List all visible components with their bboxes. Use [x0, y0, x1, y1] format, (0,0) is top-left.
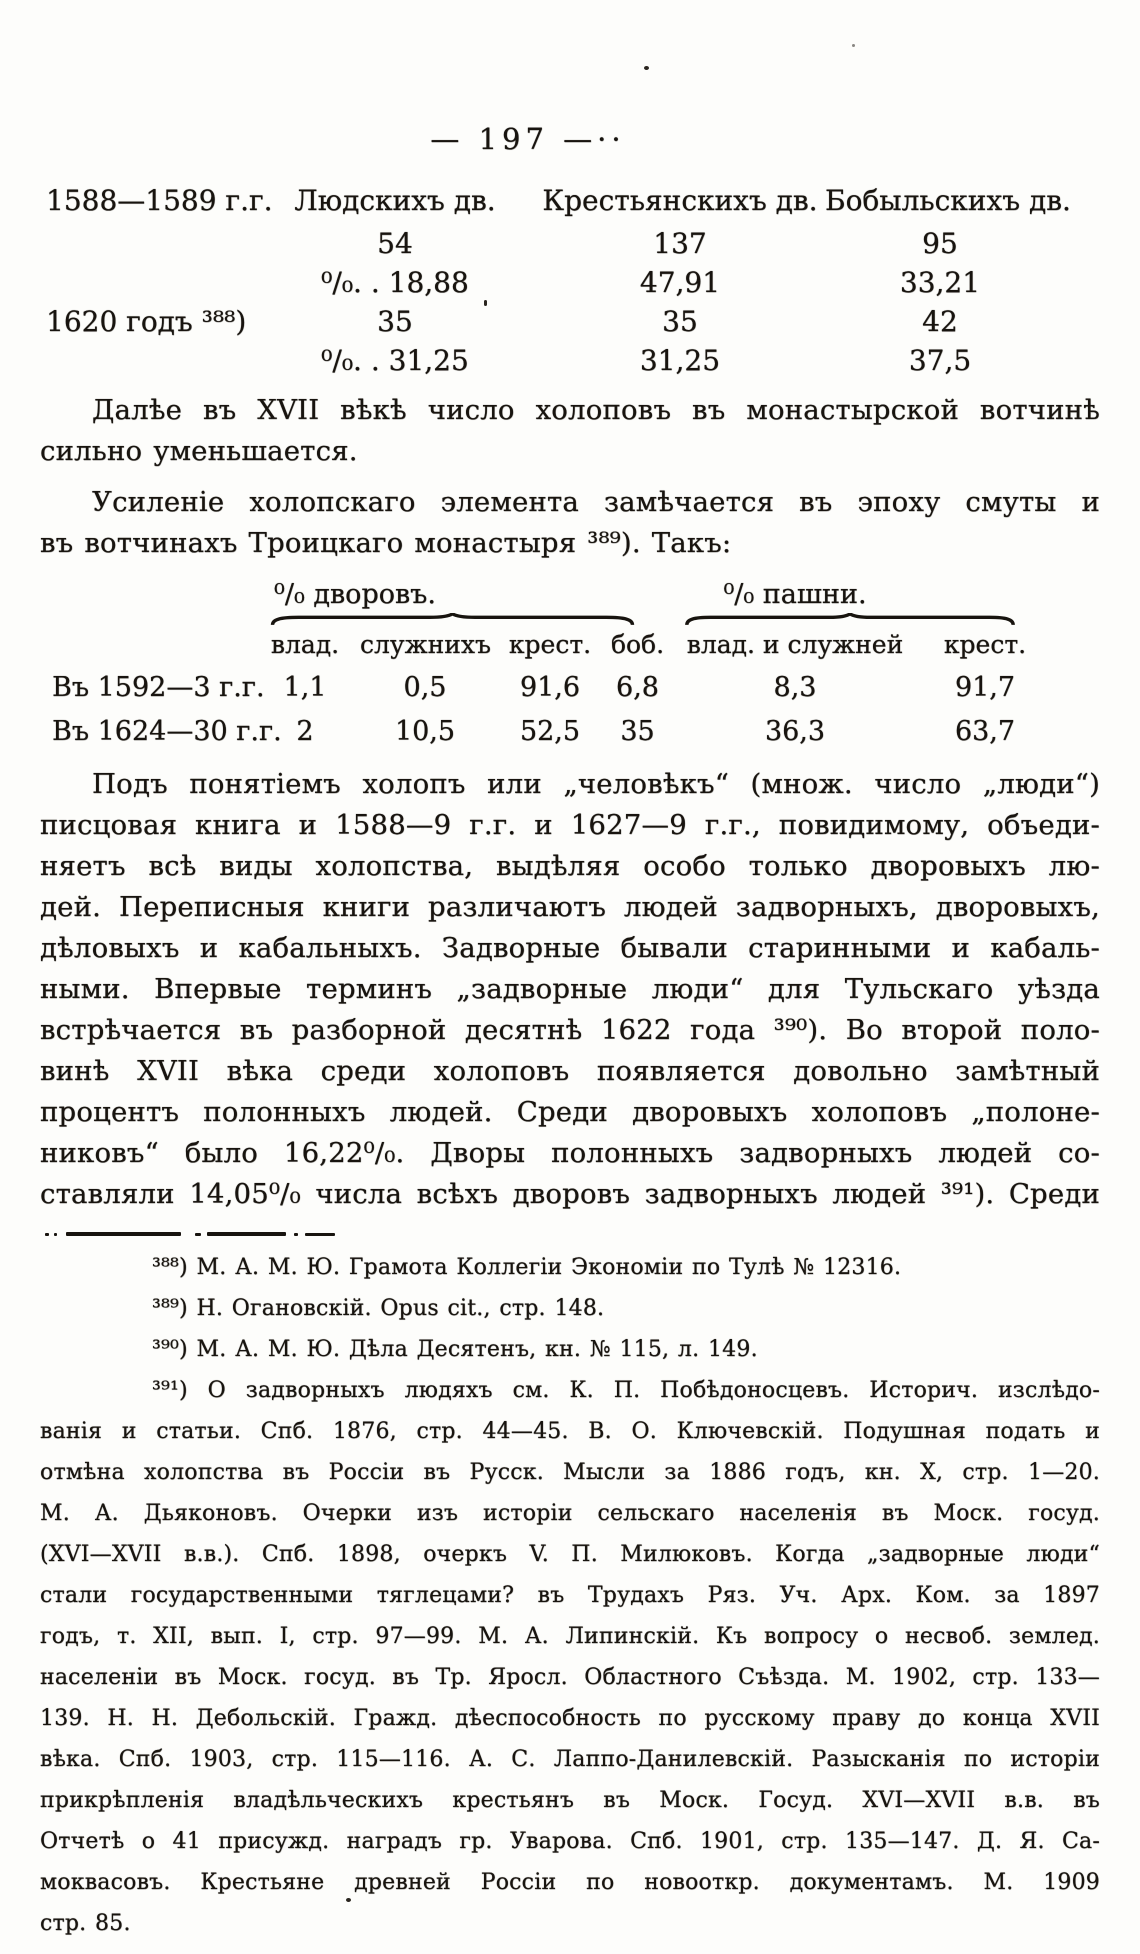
row-label-1620: 1620 годъ ³⁸⁸) — [46, 305, 247, 338]
overbrace-row — [40, 612, 1100, 628]
table-row — [40, 341, 1100, 380]
subheader-sluzhnih: служнихъ — [360, 630, 491, 659]
footnote-line: ³⁹⁰) М. А. М. Ю. Дѣла Десятенъ, кн. № 115, л. 149. — [152, 1337, 758, 1362]
cell: 37,5 — [908, 344, 972, 377]
text-line: няетъ всѣ виды холопства, выдѣляя особо только дворовыхъ лю- — [40, 850, 1100, 882]
subheader-bob: боб. — [610, 630, 665, 659]
text-line: въ вотчинахъ Троицкаго монастыря ³⁸⁹). Такъ: — [40, 527, 732, 559]
table-row — [40, 666, 1100, 710]
paragraph — [40, 390, 1100, 472]
cell: 31,25 — [639, 344, 721, 377]
text-line: Далѣе въ XVII вѣкѣ число холоповъ въ монастырской вотчинѣ — [92, 394, 1100, 426]
cell: 95 — [922, 227, 958, 260]
row-label-1592: Въ 1592—3 г.г. — [52, 672, 265, 703]
footnote-line: ³⁹¹) О задворныхъ людяхъ см. К. П. Побѣдоносцевъ. Историч. изслѣдо- — [152, 1378, 1100, 1403]
text-line: ными. Впервые терминъ „задворные люди“ для Тульскаго уѣзда — [40, 973, 1100, 1005]
cell: 36,3 — [764, 716, 826, 747]
text-line: писцовая книга и 1588—9 г.г. и 1627—9 г.г., повидимому, объеди- — [40, 809, 1100, 841]
cell: 47,91 — [639, 266, 721, 299]
cell: 35 — [662, 305, 698, 338]
cell: 63,7 — [954, 716, 1016, 747]
cell: 8,3 — [773, 672, 817, 703]
cell: 137 — [653, 227, 707, 260]
col-header-krestyanskie: Крестьянскихъ дв. — [542, 184, 818, 217]
text-line: винѣ XVII вѣка среди холоповъ появляется довольно замѣтный — [40, 1055, 1100, 1087]
text-line: ставляли 14,05⁰/₀ числа всѣхъ дворовъ задворныхъ людей ³⁹¹). Среди — [40, 1178, 1100, 1210]
footnote-line: отмѣна холопства въ Россіи въ Русск. Мысли за 1886 годъ, кн. X, стр. 1—20. — [40, 1460, 1100, 1485]
group-header-dvory: ⁰/₀ дворовъ. — [274, 579, 436, 610]
cell: 2 — [296, 716, 314, 747]
scan-speck — [484, 300, 487, 306]
text-line: никовъ“ было 16,22⁰/₀. Дворы полонныхъ задворныхъ людей со- — [40, 1137, 1100, 1169]
footnote-line: 139. Н. Н. Дебольскій. Гражд. дѣеспособность по русскому праву до конца XVII — [40, 1706, 1100, 1731]
text-line: Усиленіе холопскаго элемента замѣчается въ эпоху смуты и — [92, 486, 1100, 518]
footnote-390 — [40, 1329, 1100, 1370]
cell: 35 — [620, 716, 655, 747]
page-number: — 197 —·· — [430, 122, 626, 156]
row-label — [40, 341, 255, 380]
footnote-line: вѣка. Спб. 1903, стр. 115—116. А. С. Лаппо-Данилевскій. Разысканія по исторіи — [40, 1747, 1100, 1772]
group-header-pashni: ⁰/₀ пашни. — [723, 579, 867, 610]
cell: 54 — [377, 227, 413, 260]
row-label-years: 1588—1589 г.г. — [46, 184, 273, 217]
table-row — [40, 302, 1100, 341]
cell: 35 — [377, 305, 413, 338]
row-label — [40, 263, 255, 302]
footnote-line: ванія и статьи. Спб. 1876, стр. 44—45. В. О. Ключевскій. Подушная подать и — [40, 1419, 1100, 1444]
cell: 0,5 — [403, 672, 447, 703]
footnote-line: стр. 85. — [40, 1911, 131, 1936]
overbrace-decoration — [680, 613, 1020, 626]
table-row — [40, 263, 1100, 302]
footnote-391 — [40, 1370, 1100, 1944]
cell: 1,1 — [283, 672, 327, 703]
row-label-1624: Въ 1624—30 г.г. — [52, 716, 282, 747]
cell-percent: ⁰/₀. . 18,88 — [321, 266, 469, 299]
scan-speck — [346, 1898, 351, 1902]
footnote-line: стали государственными тяглецами? въ Трудахъ Ряз. Уч. Арх. Ком. за 1897 — [40, 1583, 1100, 1608]
text-line: встрѣчается въ разборной десятнѣ 1622 года ³⁹⁰). Во второй поло- — [40, 1014, 1100, 1046]
footnote-line: М. А. Дьяконовъ. Очерки изъ исторіи сельскаго населенія въ Моск. госуд. — [40, 1501, 1100, 1526]
cell: 33,21 — [899, 266, 981, 299]
footnote-line: ³⁸⁹) Н. Огановскій. Opus cit., стр. 148. — [152, 1296, 605, 1321]
footnote-line: населеніи въ Моск. госуд. въ Тр. Яросл. Областного Съѣзда. М. 1902, стр. 133— — [40, 1665, 1100, 1690]
cell-percent: ⁰/₀. . 31,25 — [321, 344, 469, 377]
footnotes-block — [40, 1247, 1100, 1944]
col-header-bobylskie: Бобыльскихъ дв. — [825, 184, 1071, 217]
cell: 52,5 — [519, 716, 581, 747]
paragraph — [40, 482, 1100, 564]
footnote-line: годъ, т. XII, вып. I, стр. 97—99. М. А. Липинскій. Къ вопросу о несвоб. землед. — [40, 1624, 1100, 1649]
text-line: процентъ полонныхъ людей. Среди дворовыхъ холоповъ „полоне- — [40, 1096, 1100, 1128]
cell: 42 — [922, 305, 958, 338]
scan-speck — [644, 66, 649, 70]
row-label — [40, 224, 255, 263]
footnote-line: моквасовъ. Крестьяне древней Россіи по новооткр. документамъ. М. 1909 — [40, 1870, 1100, 1895]
paragraph — [40, 764, 1100, 1215]
footnote-line: ³⁸⁸) М. А. М. Ю. Грамота Коллегіи Экономіи по Тулѣ № 12316. — [152, 1255, 902, 1280]
col-header-lyudskie: Людскихъ дв. — [294, 184, 496, 217]
table-row — [40, 710, 1100, 754]
percent-table-subheader — [40, 628, 1100, 666]
subheader-vlad: влад. — [270, 630, 340, 659]
row-label — [40, 628, 250, 666]
scan-speck — [852, 44, 855, 47]
households-table-header — [40, 178, 1100, 224]
overbrace-decoration — [265, 613, 640, 626]
text-line: Подъ понятіемъ холопъ или „человѣкъ“ (множ. число „люди“) — [92, 768, 1100, 800]
households-table — [40, 178, 1100, 380]
cell: 6,8 — [616, 672, 659, 703]
footnote-389 — [40, 1288, 1100, 1329]
subheader-krest2: крест. — [943, 630, 1027, 659]
percent-table-group-headers — [40, 578, 1100, 612]
cell: 91,6 — [519, 672, 581, 703]
text-line: дей. Переписныя книги различаютъ людей задворныхъ, дворовыхъ, — [40, 891, 1100, 923]
subheader-krest: крест. — [508, 630, 592, 659]
percent-table — [40, 578, 1100, 754]
text-line: сильно уменьшается. — [40, 435, 358, 467]
text-line: дѣловыхъ и кабальныхъ. Задворные бывали старинными и кабаль- — [40, 932, 1100, 964]
cell: 91,7 — [954, 672, 1016, 703]
table-row — [40, 224, 1100, 263]
footnote-388 — [40, 1247, 1100, 1288]
footnote-line: Отчетѣ о 41 присужд. наградъ гр. Уварова. Спб. 1901, стр. 135—147. Д. Я. Са- — [40, 1829, 1100, 1854]
footnote-line: прикрѣпленія владѣльческихъ крестьянъ въ Моск. Госуд. XVI—XVII в.в. въ — [40, 1788, 1100, 1813]
footnote-separator — [45, 1231, 335, 1237]
subheader-vlad-sluzhney: влад. и служней — [686, 630, 904, 659]
footnote-line: (XVI—XVII в.в.). Спб. 1898, очеркъ V. П. Милюковъ. Когда „задворные люди“ — [40, 1542, 1100, 1567]
cell: 10,5 — [394, 716, 456, 747]
